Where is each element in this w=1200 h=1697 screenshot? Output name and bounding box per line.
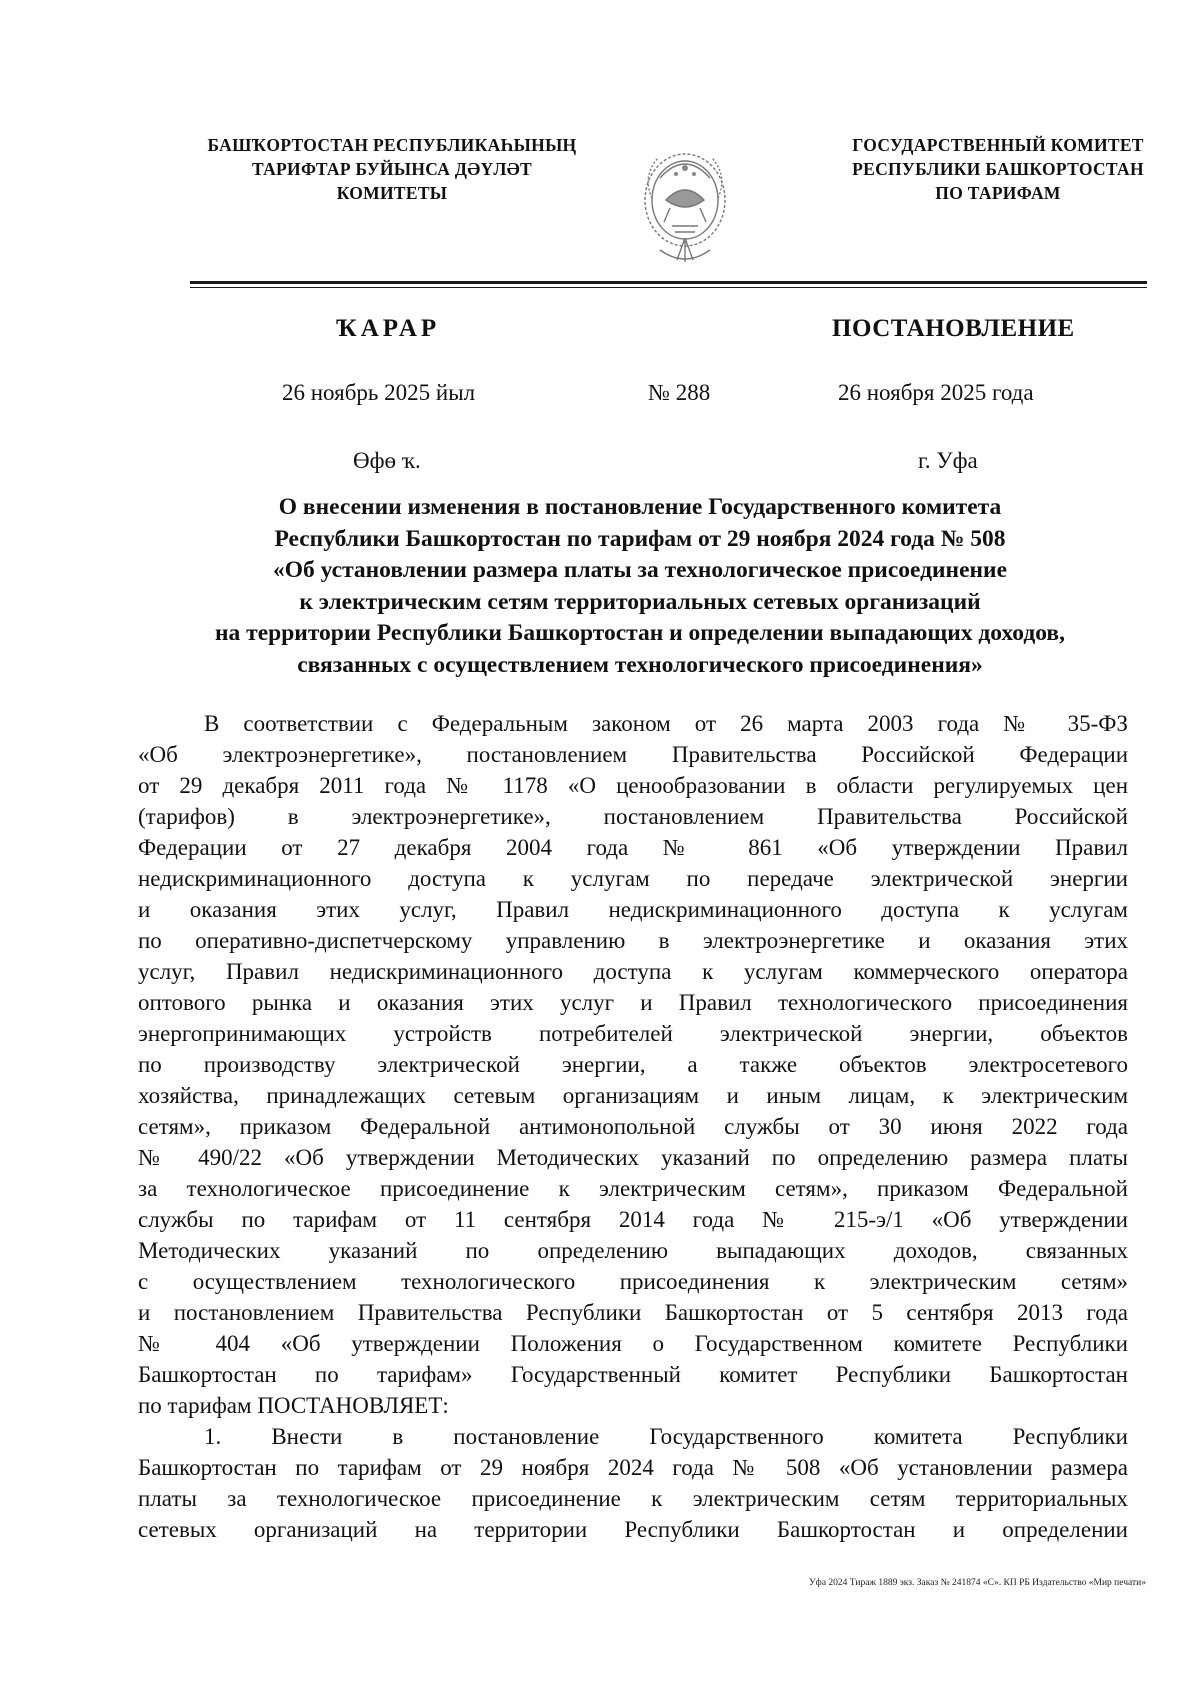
title-line: «Об установлении размера платы за технологическое присоединение xyxy=(272,557,1008,583)
body-line: от 29 декабря 2011 года № 1178 «О ценообразовании в области регулируемых цен xyxy=(138,773,1128,798)
body-line: службы по тарифам от 11 сентября 2014 года № 215-э/1 «Об утверждении xyxy=(138,1207,1128,1232)
body-line: платы за технологическое присоединение к электрическим сетям территориальных xyxy=(138,1486,1128,1511)
body-line: и оказания этих услуг, Правил недискриминационного доступа к услугам xyxy=(138,897,1128,922)
body-line: недискриминационного доступа к услугам по передаче электрической энергии xyxy=(138,866,1128,891)
issuer-russian-line: РЕСПУБЛИКИ БАШКОРТОСТАН xyxy=(852,159,1144,179)
issuer-russian xyxy=(788,133,1200,205)
body-line: с осуществлением технологического присоединения к электрическим сетям» xyxy=(138,1269,1128,1294)
body-line: Методических указаний по определению выпадающих доходов, связанных xyxy=(138,1238,1128,1263)
document-date-bashkir: 26 ноябрь 2025 йыл xyxy=(282,380,476,405)
title-line: на территории Республики Башкортостан и определении выпадающих доходов, xyxy=(215,620,1065,646)
title-line: связанных с осуществлением технологического присоединения» xyxy=(297,651,983,678)
issuer-bashkir-line: ТАРИФТАР БУЙЫНСА ДӘҮЛӘТ xyxy=(252,159,532,179)
body-line: и постановлением Правительства Республики Башкортостан от 5 сентября 2013 года xyxy=(138,1300,1128,1325)
title-line: О внесении изменения в постановление Государственного комитета xyxy=(278,494,1002,520)
body-line: хозяйства, принадлежащих сетевым организациям и иным лицам, к электрическим xyxy=(138,1083,1128,1108)
title-line: к электрическим сетям территориальных сетевых организаций xyxy=(299,588,981,615)
document-kind-bashkir: ҠАРАР xyxy=(336,315,441,342)
body-line: по оперативно-диспетчерскому управлению в электроэнергетике и оказания этих xyxy=(138,928,1128,953)
body-line: сетям», приказом Федеральной антимонопольной службы от 30 июня 2022 года xyxy=(138,1114,1128,1139)
body-line: № 404 «Об утверждении Положения о Государственном комитете Республики xyxy=(138,1331,1128,1356)
header-divider xyxy=(190,281,1147,284)
issuer-bashkir-line: БАШҠОРТОСТАН РЕСПУБЛИКАҺЫНЫҢ xyxy=(207,135,577,155)
body-line: энергопринимающих устройств потребителей электрической энергии, объектов xyxy=(138,1021,1128,1046)
issuer-bashkir-line: КОМИТЕТЫ xyxy=(336,183,448,203)
body-line: за технологическое присоединение к электрическим сетям», приказом Федеральной xyxy=(138,1176,1128,1201)
body-line: Федерации от 27 декабря 2004 года № 861 «Об утверждении Правил xyxy=(138,835,1128,860)
body-line: (тарифов) в электроэнергетике», постановлением Правительства Российской xyxy=(138,804,1128,829)
body-line: 1. Внести в постановление Государственного комитета Республики xyxy=(204,1424,1128,1449)
body-line: «Об электроэнергетике», постановлением Правительства Российской Федерации xyxy=(138,742,1128,767)
issuer-russian-line: ПО ТАРИФАМ xyxy=(935,183,1061,203)
document-date-russian: 26 ноября 2025 года xyxy=(838,380,1034,405)
issuer-russian-line: ГОСУДАРСТВЕННЫЙ КОМИТЕТ xyxy=(852,135,1144,155)
city-russian: г. Уфа xyxy=(918,448,978,473)
body-line: сетевых организаций на территории Республики Башкортостан и определении xyxy=(138,1517,1128,1542)
body-line: В соответствии с Федеральным законом от 26 марта 2003 года № 35-ФЗ xyxy=(204,711,1128,736)
body-line: по производству электрической энергии, а также объектов электросетевого xyxy=(138,1052,1128,1077)
body-line: по тарифам ПОСТАНОВЛЯЕТ: xyxy=(138,1393,449,1418)
document-body xyxy=(138,708,1128,1545)
body-line: Башкортостан по тарифам от 29 ноября 2024 года № 508 «Об установлении размера xyxy=(138,1455,1128,1480)
document-title xyxy=(130,492,1150,681)
document-number: № 288 xyxy=(648,380,711,405)
document-kind-russian: ПОСТАНОВЛЕНИЕ xyxy=(832,315,1075,342)
header-divider-thin xyxy=(190,287,1147,288)
title-line: Республики Башкортостан по тарифам от 29 ноября 2024 года № 508 xyxy=(274,525,1006,552)
printer-imprint: Уфа 2024 Тираж 1889 экз. Заказ № 241874 «С». КП РБ Издательство «Мир печати» xyxy=(808,1578,1146,1588)
body-line: оптового рынка и оказания этих услуг и Правил технологического присоединения xyxy=(138,990,1128,1015)
body-line: № 490/22 «Об утверждении Методических указаний по определению размера платы xyxy=(138,1145,1128,1170)
coat-of-arms-icon xyxy=(630,138,740,270)
issuer-bashkir xyxy=(182,133,602,205)
body-line: услуг, Правил недискриминационного доступа к услугам коммерческого оператора xyxy=(138,959,1128,984)
body-line: Башкортостан по тарифам» Государственный комитет Республики Башкортостан xyxy=(138,1362,1128,1387)
city-bashkir: Өфө ҡ. xyxy=(353,448,421,473)
